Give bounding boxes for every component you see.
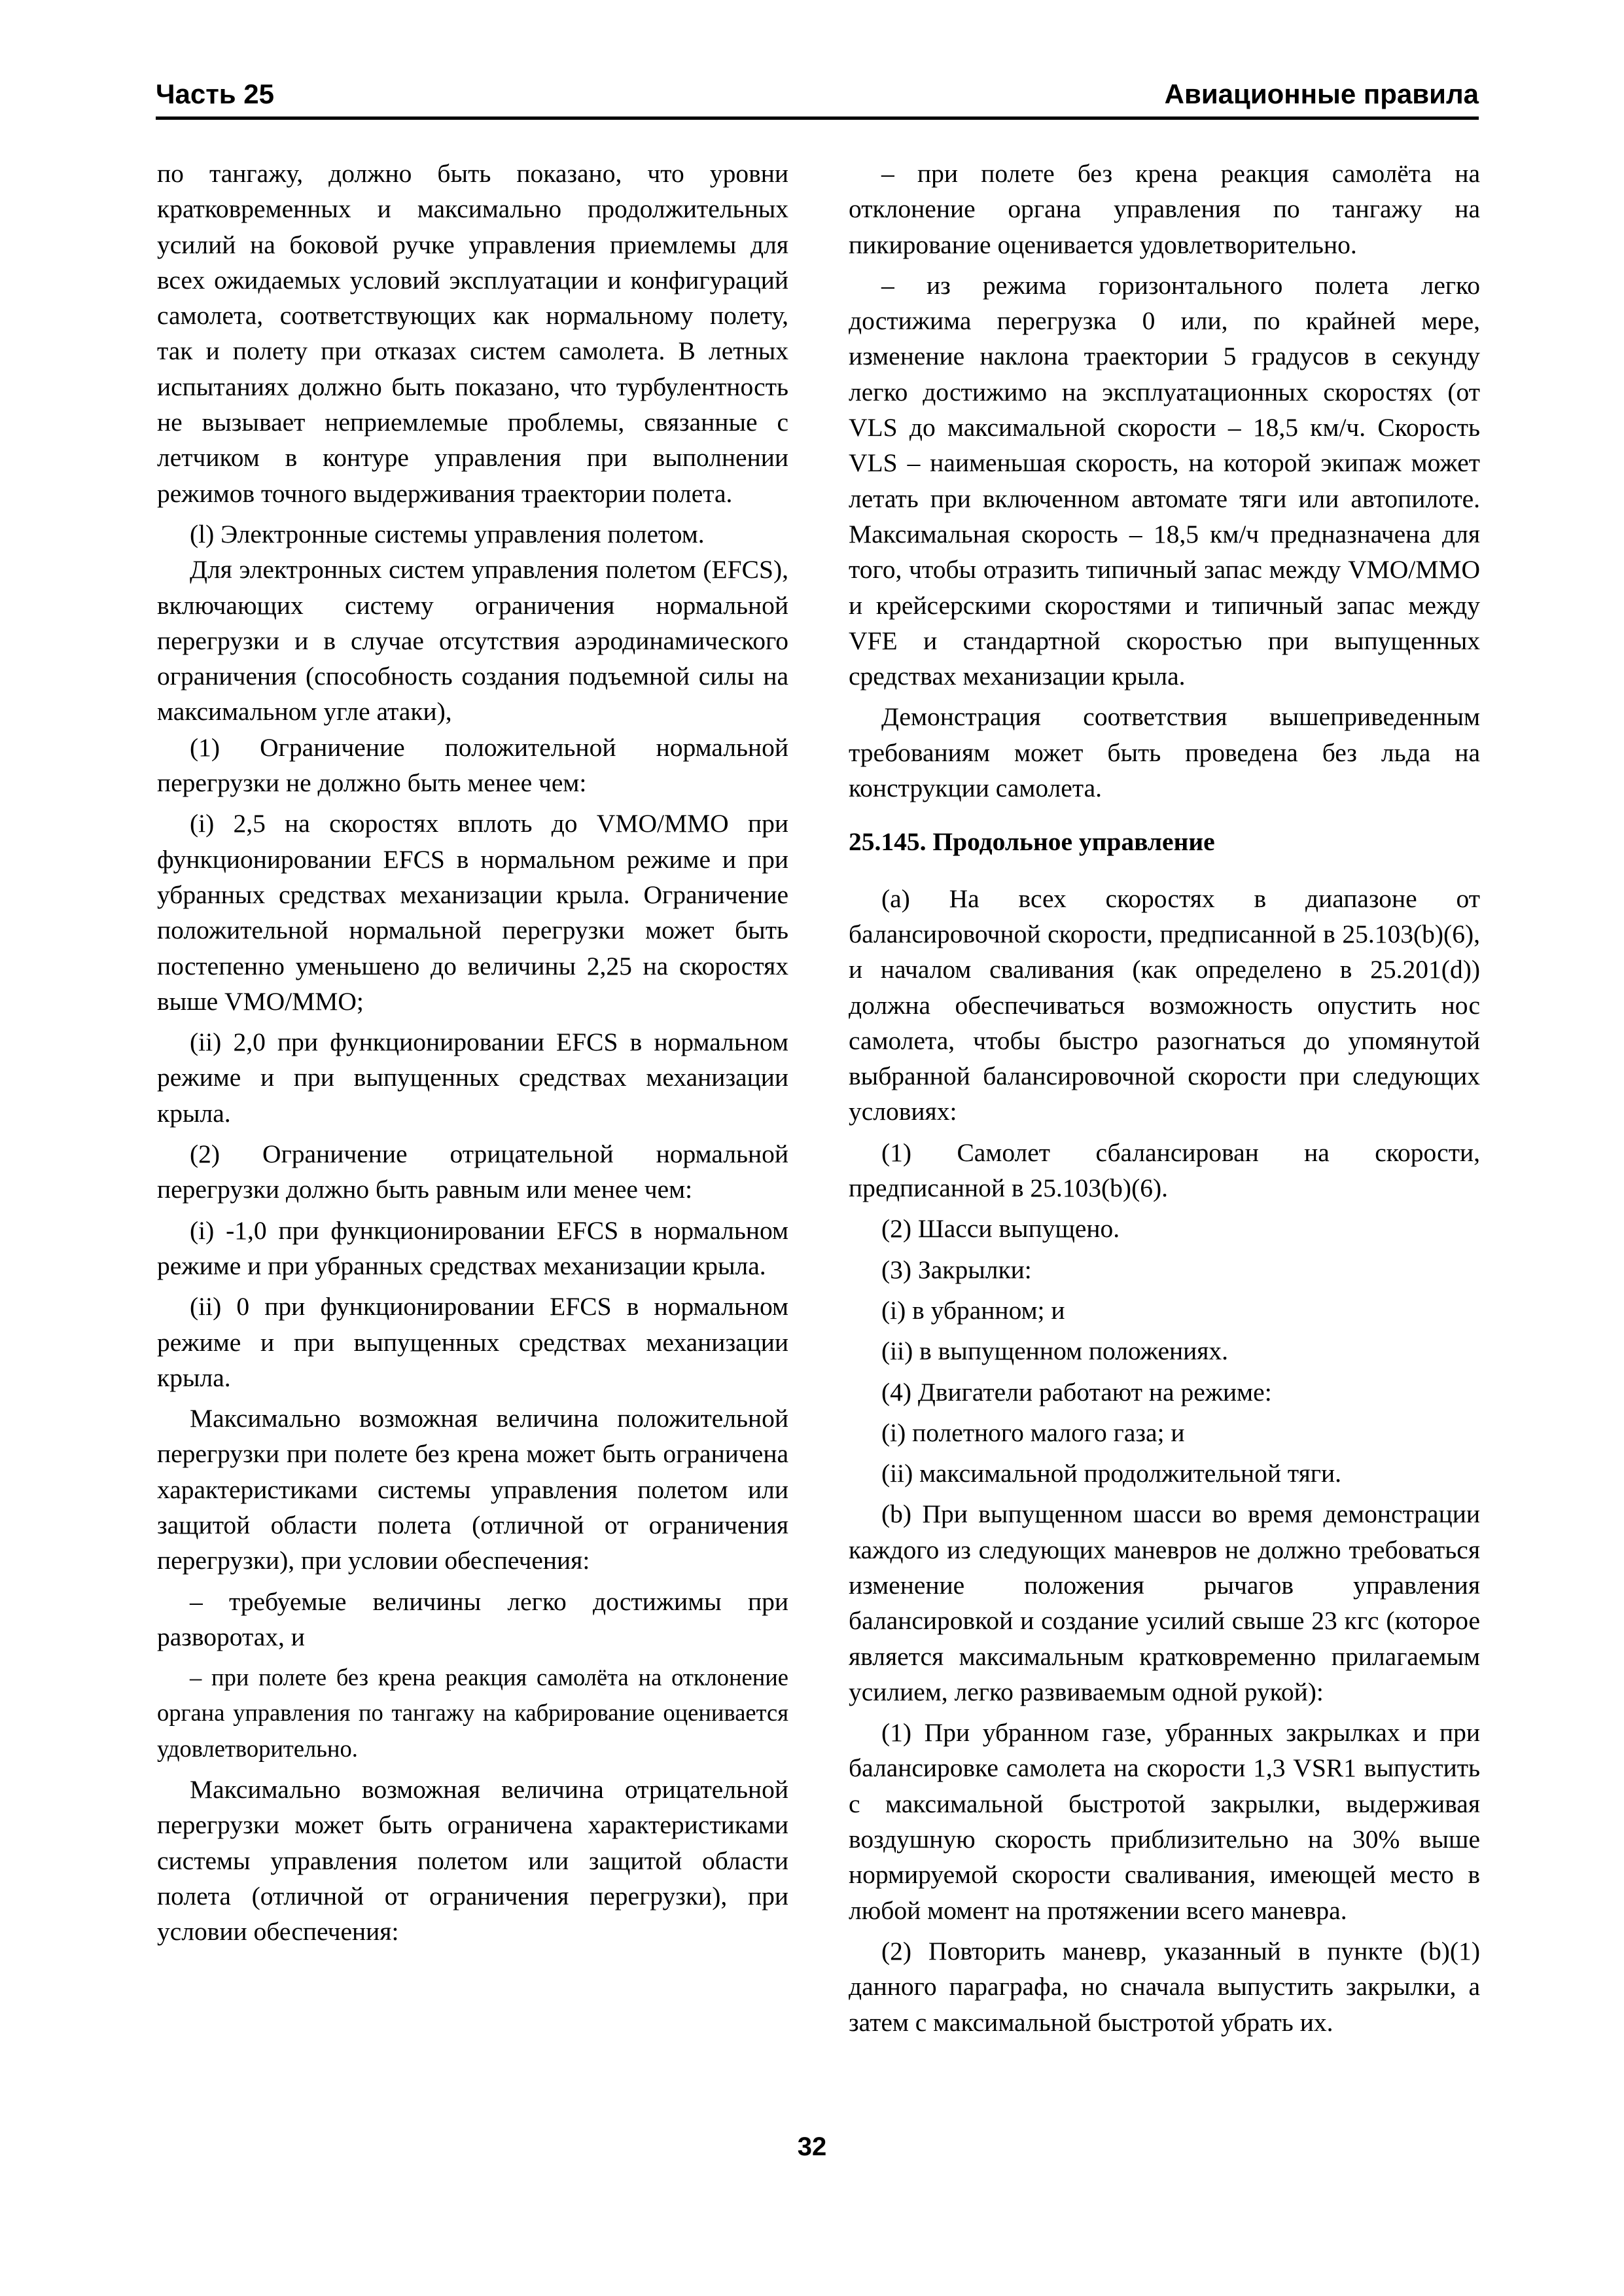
header-part-label: Часть 25	[156, 79, 275, 109]
section-heading: 25.145. Продольное управление	[849, 827, 1215, 857]
paragraph: (2) Повторить маневр, указанный в пункте (b)(1) данного параграфа, но сначала выпустить закрылки, а затем с максимальной быстротой убрать их.	[849, 1936, 1480, 2037]
paragraph: (3) Закрылки:	[881, 1255, 1032, 1284]
left-text-column	[157, 156, 788, 1950]
paragraph: (ii) в выпущенном положениях.	[881, 1336, 1229, 1366]
paragraph: (ii) 0 при функционировании EFCS в нормальном режиме и при выпущенных средствах механизации крыла.	[157, 1292, 788, 1392]
paragraph: (1) Самолет сбалансирован на скорости, предписанной в 25.103(b)(6).	[849, 1138, 1480, 1203]
paragraph: Демонстрация соответствия вышеприведенным требованиям может быть проведена без льда на конструкции самолета.	[849, 702, 1480, 803]
header-document-title: Авиационные правила	[1164, 79, 1479, 109]
paragraph: (1) При убранном газе, убранных закрылках и при балансировке самолета на скорости 1,3 VSR1 выпустить с максимальной быстротой закрылки, выдерживая воздушную скорость приблизительно на 30% выше нормируемой скорости сваливания, имеющей место в любой момент на протяжении всего маневра.	[849, 1718, 1480, 1925]
paragraph: (ii) максимальной продолжительной тяги.	[881, 1459, 1342, 1488]
paragraph: (i) полетного малого газа; и	[881, 1418, 1185, 1447]
paragraph: – из режима горизонтального полета легко достижима перегрузка 0 или, по крайней мере, изменение наклона траектории 5 градусов в секунду легко достижимо на эксплуатационных скоростях (от VLS до максимальной скорости – 18,5 км/ч. Скорость VLS – наименьшая скорость, на которой экипаж может летать при включенном автомате тяги или автопилоте. Максимальная скорость – 18,5 км/ч предназначена для того, чтобы отразить типичный запас между VMO/MMO и крейсерскими скоростями и типичный запас между VFE и стандартной скоростью при выпущенных средствах механизации крыла.	[849, 270, 1480, 691]
paragraph: (l) Электронные системы управления полетом.	[190, 519, 705, 548]
paragraph: (b) При выпущенном шасси во время демонстрации каждого из следующих маневров не должно требоваться изменение положения рычагов управления балансировкой и создание усилий свыше 23 кгс (которое является максимальным кратковременно прилагаемым усилием, легко развиваемым одной рукой):	[849, 1499, 1480, 1706]
right-text-column	[849, 156, 1480, 2040]
paragraph: (a) На всех скоростях в диапазоне от балансировочной скорости, предписанной в 25.103(b)(6), и началом сваливания (как определено в 25.201(d)) должна обеспечиваться возможность опустить нос самолета, чтобы быстро разогнаться до упомянутой выбранной балансировочной скорости при следующих условиях:	[849, 884, 1480, 1126]
paragraph: – требуемые величины легко достижимы при разворотах, и	[157, 1587, 788, 1651]
paragraph: (2) Ограничение отрицательной нормальной перегрузки должно быть равным или менее чем:	[157, 1139, 788, 1204]
paragraph: (i) 2,5 на скоростях вплоть до VMO/MMO при функционировании EFCS в нормальном режиме и при убранных средствах механизации крыла. Ограничение положительной нормальной перегрузки может быть постепенно уменьшено до величины 2,25 на скоростях выше VMO/MMO;	[157, 809, 788, 1016]
paragraph: (1) Ограничение положительной нормальной перегрузки не должно быть менее чем:	[157, 732, 788, 798]
paragraph: – при полете без крена реакция самолёта на отклонение органа управления по тангажу на кабрирование оценивается удовлетворительно.	[157, 1664, 788, 1762]
paragraph: Максимально возможная величина отрицательной перегрузки может быть ограничена характеристиками системы управления полетом или защитой области полета (отличной от ограничения перегрузки), при условии обеспечения:	[157, 1775, 788, 1946]
paragraph: Для электронных систем управления полетом (EFCS), включающих систему ограничения нормальной перегрузки и в случае отсутствия аэродинамического ограничения (способность создания подъемной силы на максимальном угле атаки),	[157, 555, 788, 726]
page-number: 32	[797, 2132, 827, 2161]
paragraph: (4) Двигатели работают на режиме:	[881, 1377, 1272, 1407]
paragraph: (ii) 2,0 при функционировании EFCS в нормальном режиме и при выпущенных средствах механизации крыла.	[157, 1028, 788, 1128]
paragraph: – при полете без крена реакция самолёта на отклонение органа управления по тангажу на пикирование оценивается удовлетворительно.	[849, 159, 1480, 259]
paragraph: (i) в убранном; и	[881, 1295, 1065, 1325]
paragraph: (2) Шасси выпущено.	[881, 1214, 1120, 1244]
page-header	[156, 73, 1479, 120]
paragraph: Максимально возможная величина положительной перегрузки при полете без крена может быть ограничена характеристиками системы управления полетом или защитой области полета (отличной от ограничения перегрузки), при условии обеспечения:	[157, 1404, 788, 1575]
paragraph: (i) -1,0 при функционировании EFCS в нормальном режиме и при убранных средствах механизации крыла.	[157, 1215, 788, 1280]
paragraph: по тангажу, должно быть показано, что уровни кратковременных и максимально продолжительных усилий на боковой ручке управления приемлемы для всех ожидаемых условий эксплуатации и конфигураций самолета, соответствующих как нормальному полету, так и полету при отказах систем самолета. В летных испытаниях должно быть показано, что турбулентность не вызывает неприемлемые проблемы, связанные с летчиком в контуре управления при выполнении режимов точного выдерживания траектории полета.	[157, 159, 788, 508]
